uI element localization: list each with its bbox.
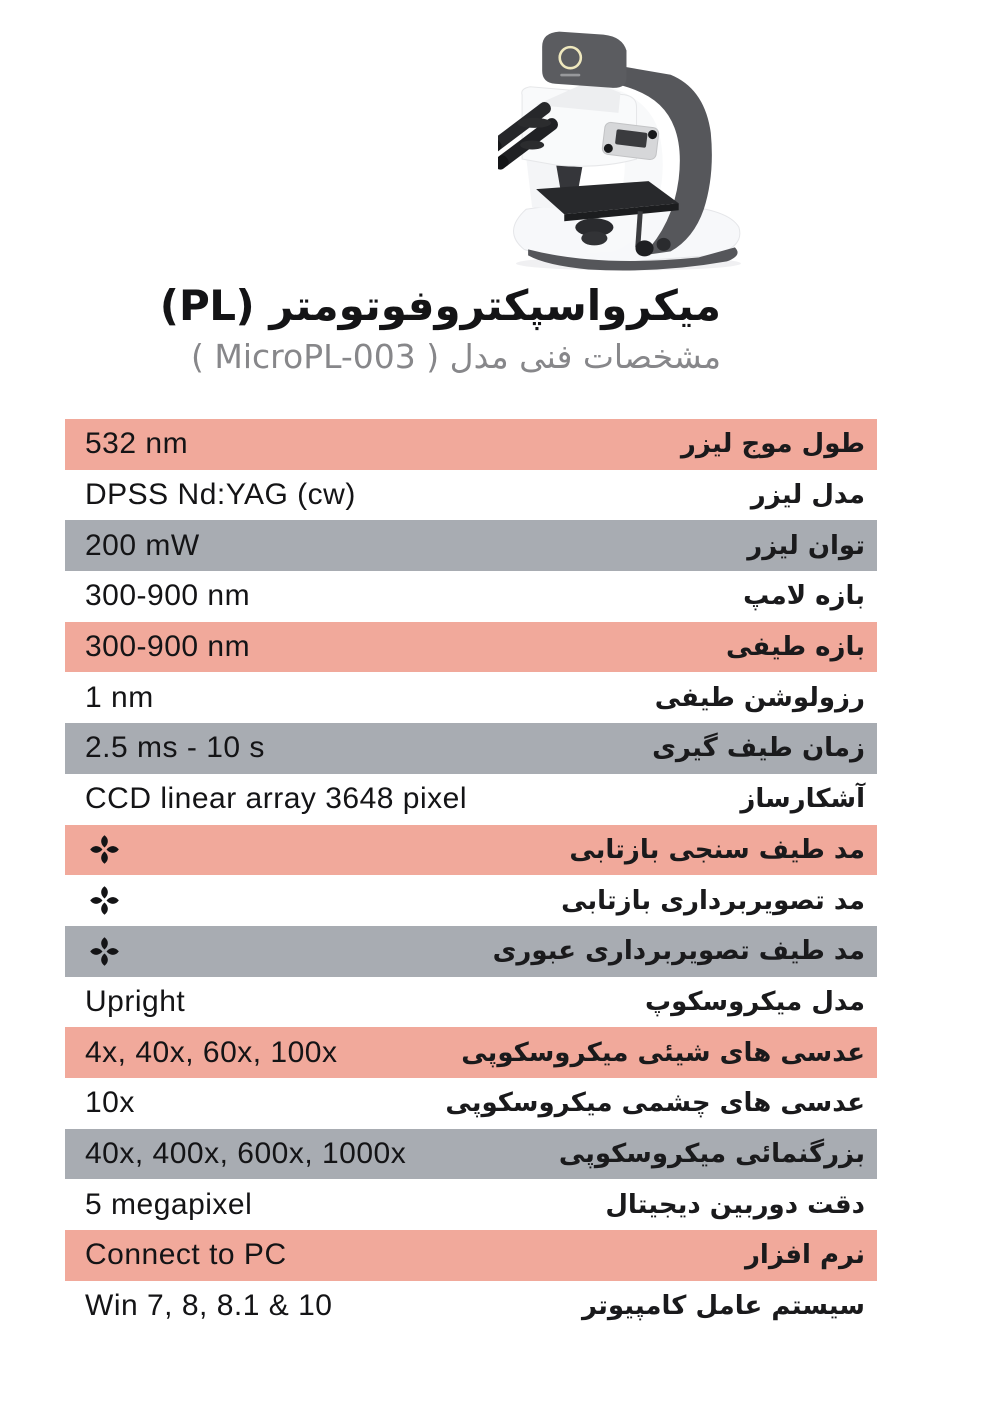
- spec-table: [65, 419, 877, 1331]
- spec-row-2: [65, 470, 877, 521]
- spec-value: 532 nm: [85, 427, 189, 461]
- spec-row-18: [65, 1281, 877, 1332]
- spec-row-12: [65, 977, 877, 1028]
- spec-value: CCD linear array 3648 pixel: [85, 782, 467, 816]
- spec-value: 200 mW: [85, 528, 200, 562]
- four-petal-asterisk-icon: [89, 885, 120, 916]
- spec-label: مد تصویربرداری بازتابی: [561, 885, 865, 916]
- spec-row-11: [65, 926, 877, 977]
- spec-value: DPSS Nd:YAG (cw): [85, 478, 356, 512]
- spec-value: Upright: [85, 984, 186, 1018]
- spec-label: عدسی های شیئی میکروسکوپی: [461, 1037, 865, 1068]
- spec-value: 300-900 nm: [85, 630, 251, 664]
- spec-value: 5 megapixel: [85, 1187, 253, 1221]
- spec-row-17: [65, 1230, 877, 1281]
- spec-label: بازه لامپ: [743, 581, 865, 612]
- spec-value: 300-900 nm: [85, 579, 251, 613]
- spec-row-15: [65, 1129, 877, 1180]
- spec-label: مد طیف سنجی بازتابی: [569, 834, 865, 865]
- spec-row-4: [65, 571, 877, 622]
- spec-label: توان لیزر: [747, 530, 865, 561]
- spec-row-3: [65, 520, 877, 571]
- page-title: میکرواسپکتروفوتومتر (PL): [159, 281, 721, 330]
- spec-row-8: [65, 774, 877, 825]
- spec-label: دقت دوربین دیجیتال: [605, 1189, 865, 1220]
- spec-row-14: [65, 1078, 877, 1129]
- spec-value: Connect to PC: [85, 1238, 287, 1272]
- spec-label: طول موج لیزر: [680, 429, 865, 460]
- spec-value: Win 7, 8, 8.1 & 10: [85, 1289, 333, 1323]
- header: [160, 282, 721, 376]
- spec-value: 4x, 40x, 60x, 100x: [85, 1035, 338, 1069]
- spec-row-7: [65, 723, 877, 774]
- spec-value: 2.5 ms - 10 s: [85, 731, 265, 765]
- spec-label: بازه طیفی: [725, 632, 865, 663]
- spec-value: 10x: [85, 1086, 135, 1120]
- spec-row-10: [65, 875, 877, 926]
- spec-label: بزرگنمائی میکروسکوپی: [558, 1138, 865, 1169]
- microscope-image: [498, 20, 764, 272]
- spec-row-16: [65, 1179, 877, 1230]
- spec-label: مدل لیزر: [750, 480, 865, 511]
- four-petal-asterisk-icon: [89, 936, 120, 967]
- four-petal-asterisk-icon: [89, 834, 120, 865]
- spec-label: سیستم عامل کامپیوتر: [581, 1291, 865, 1322]
- spec-row-5: [65, 622, 877, 673]
- spec-label: آشکارساز: [740, 784, 865, 815]
- spec-row-1: [65, 419, 877, 470]
- spec-label: زمان طیف گیری: [652, 733, 865, 764]
- spec-value: 40x, 400x, 600x, 1000x: [85, 1136, 407, 1170]
- spec-row-9: [65, 825, 877, 876]
- spec-value: 1 nm: [85, 680, 154, 714]
- spec-label: رزولوشن طیفی: [654, 682, 865, 713]
- page-subtitle: مشخصات فنی مدل ( MicroPL-003 ): [191, 337, 721, 377]
- spec-label: مدل میکروسکوپ: [644, 986, 865, 1017]
- spec-label: نرم افزار: [744, 1240, 865, 1271]
- spec-label: مد طیف تصویربرداری عبوری: [492, 936, 865, 967]
- spec-row-13: [65, 1027, 877, 1078]
- spec-row-6: [65, 672, 877, 723]
- spec-label: عدسی های چشمی میکروسکوپی: [445, 1088, 865, 1119]
